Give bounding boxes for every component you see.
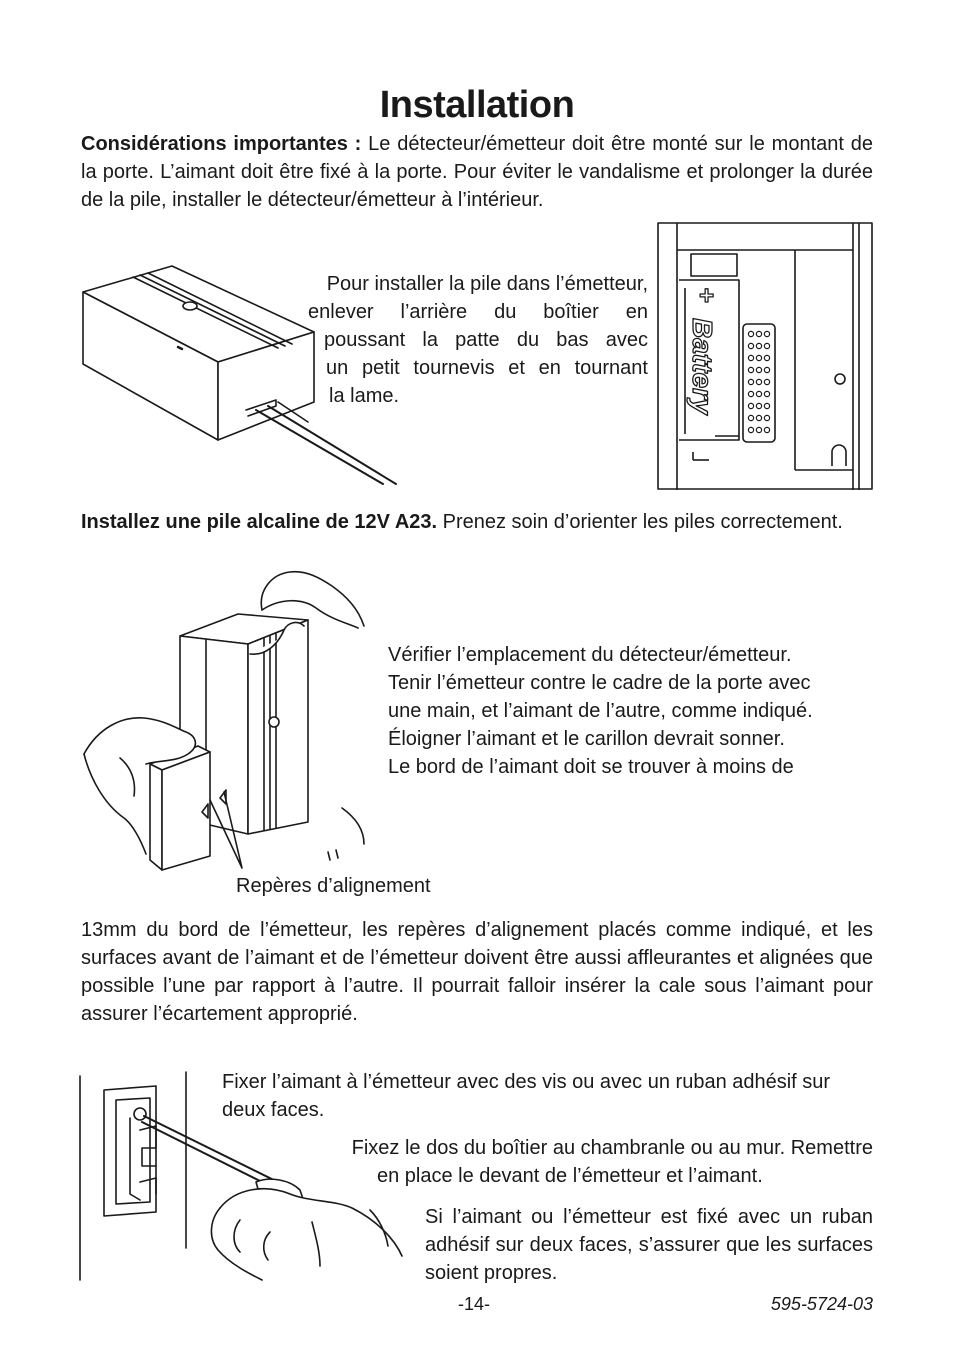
- verify-continued-paragraph: 13mm du bord de l’émetteur, les repères d’alignement placés comme indiqué, et les surfaces avant de l’aimant et de l’émetteur doivent être aussi affleurantes et alignées que possible l’une par rapport à l’autre. Il pourrait falloir insérer la cale sous l’aimant pour assurer l’écartement approprié.: [81, 919, 873, 1025]
- battery-type-paragraph: [81, 508, 873, 536]
- battery-install-line: un petit tournevis et en tournant: [326, 357, 648, 379]
- battery-install-line: enlever l’arrière du boîtier en: [308, 301, 648, 323]
- verify-line: Vérifier l’emplacement du détecteur/émetteur.: [388, 644, 792, 666]
- verify-line: Le bord de l’aimant doit se trouver à moins de: [388, 756, 794, 778]
- alignment-illustration: [80, 568, 370, 874]
- battery-label: Battery: [687, 318, 718, 415]
- verify-text: [388, 641, 873, 781]
- verify-line: une main, et l’aimant de l’autre, comme indiqué.: [388, 700, 813, 722]
- intro-text: Le détecteur/émetteur doit être monté sur le montant de la porte. L’aimant doit être fixé à la porte. Pour éviter le vandalisme et prolonger la durée de la pile, installer le détecteur/émetteur à l’intérieur.: [81, 133, 873, 211]
- battery-compartment-illustration: [657, 222, 873, 490]
- verify-line: Éloigner l’aimant et le carillon devrait sonner.: [388, 728, 785, 750]
- tape-text: Si l’aimant ou l’émetteur est fixé avec un ruban adhésif sur deux faces, s’assurer que les surfaces soient propres.: [425, 1206, 873, 1284]
- battery-install-text: [250, 270, 648, 410]
- verify-line: Tenir l’émetteur contre le cadre de la porte avec: [388, 672, 811, 694]
- battery-type-lead: Installez une pile alcaline de 12V A23.: [81, 511, 438, 533]
- page-number: -14-: [458, 1294, 491, 1314]
- battery-type-text: Prenez soin d’orienter les piles correctement.: [437, 511, 843, 533]
- fix-magnet-text: Fixer l’aimant à l’émetteur avec des vis ou avec un ruban adhésif sur deux faces.: [222, 1071, 831, 1121]
- fix-case-line: Fixez le dos du boîtier au chambranle ou au mur. Remettre: [351, 1137, 873, 1159]
- alignment-caption: Repères d’alignement: [236, 875, 431, 897]
- intro-lead: Considérations importantes :: [81, 133, 362, 155]
- page-title: Installation: [379, 84, 575, 126]
- fix-case-line: en place le devant de l’émetteur et l’aimant.: [377, 1165, 763, 1187]
- battery-install-line: Pour installer la pile dans l’émetteur,: [326, 273, 648, 295]
- document-number: 595-5724-03: [770, 1294, 873, 1314]
- battery-install-line: la lame.: [329, 385, 400, 407]
- intro-paragraph: [81, 130, 873, 214]
- battery-plus-label: +: [699, 280, 715, 310]
- battery-install-line: poussant la patte du bas avec: [324, 329, 648, 351]
